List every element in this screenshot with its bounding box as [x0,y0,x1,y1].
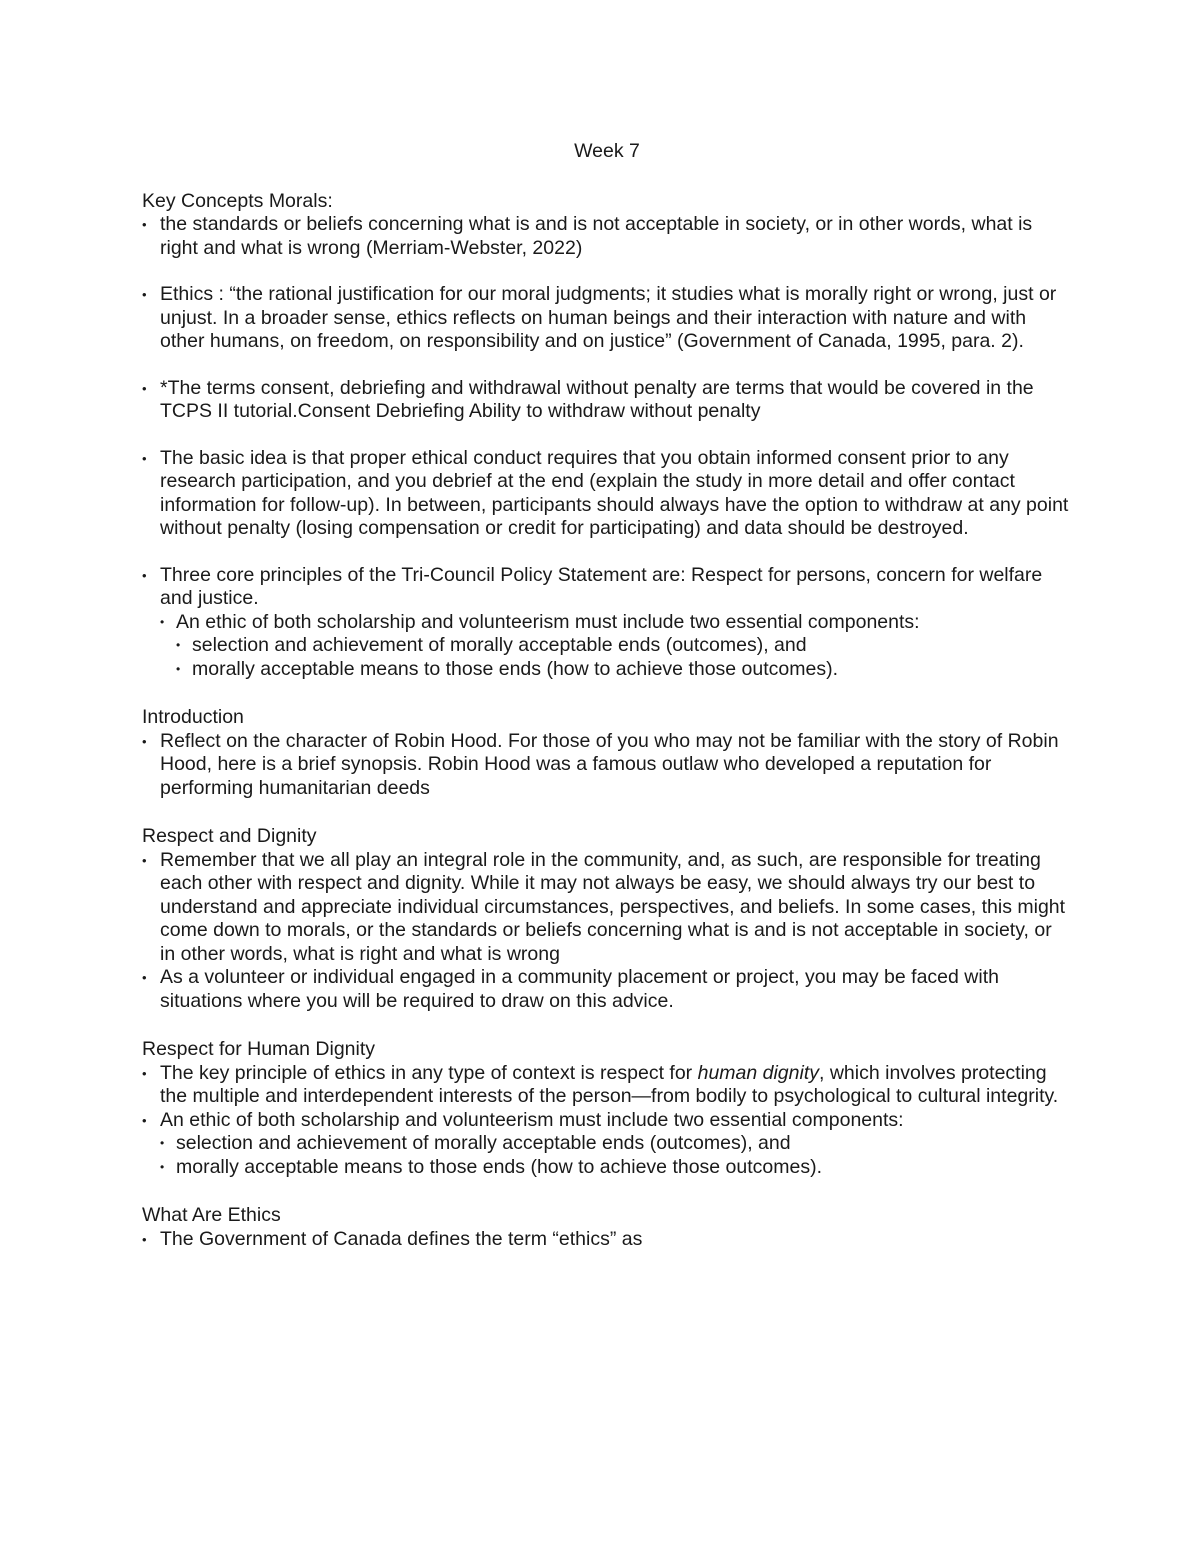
nested-list-item-text: An ethic of both scholarship and volunteerism must include two essential components: [176,610,920,633]
emphasis-text: human dignity [697,1061,820,1084]
nested-list-item: • selection and achievement of morally acceptable ends (outcomes), and [160,1132,1072,1156]
respect-dignity-list [142,849,1072,1014]
list-item-text: An ethic of both scholarship and volunteerism must include two essential components: [160,1108,904,1131]
nested-list [160,1132,1072,1179]
section-introduction [142,706,1072,800]
list-item: • The basic idea is that proper ethical conduct requires that you obtain informed consent prior to any research participation, and you debrief at the end (explain the study in more detail and offer contact information for follow-up). In between, participants should always have the option to withdraw at any point without penalty (losing compensation or credit for participating) and data should be destroyed. [142,447,1072,541]
list-item-text: , which involves protecting the multiple and interdependent interests of the person—from bodily to psychological to cultural integrity. [160,1061,1059,1107]
section-heading-key-concepts: Key Concepts Morals: [142,189,333,212]
what-are-ethics-list [142,1228,1072,1252]
list-item: • the standards or beliefs concerning what is and is not acceptable in society, or in other words, what is right and what is wrong (Merriam-Webster, 2022) [142,213,1072,260]
list-item-text: The key principle of ethics in any type of context is respect for [160,1061,698,1084]
section-heading-what-are-ethics: What Are Ethics [142,1204,281,1226]
list-item [142,1062,1072,1109]
section-heading-respect-human-dignity: Respect for Human Dignity [142,1038,376,1060]
list-item: • *The terms consent, debriefing and withdrawal without penalty are terms that would be covered in the TCPS II tutorial.Consent Debriefing Ability to withdraw without penalty [142,377,1072,424]
nested-sub-list-item: • morally acceptable means to those ends (how to achieve those outcomes). [176,658,1072,682]
list-item: • Remember that we all play an integral role in the community, and, as such, are responsible for treating each other with respect and dignity. While it may not always be easy, we should always try our best to understand and appreciate individual circumstances, perspectives, and beliefs. In some cases, this might come down to morals, or the standards or beliefs concerning what is and is not acceptable in society, or in other words, what is right and what is wrong [142,849,1072,967]
document-title: Week 7 [574,140,640,162]
list-item [142,1109,1072,1180]
nested-sub-list-item: • selection and achievement of morally acceptable ends (outcomes), and [176,634,1072,658]
section-heading-respect-dignity: Respect and Dignity [142,825,317,847]
section-heading-introduction: Introduction [142,706,244,728]
nested-list [160,611,1072,682]
list-item: • Ethics : “the rational justification for our moral judgments; it studies what is morally right or wrong, just or unjust. In a broader sense, ethics reflects on human beings and their interaction with nature and with other humans, on freedom, on responsibility and on justice” (Government of Canada, 1995, para. 2). [142,283,1072,354]
list-item-text: Three core principles of the Tri-Council Policy Statement are: Respect for persons, concern for welfare and justice. [160,563,1043,609]
key-concepts-list [142,213,1072,681]
list-item [142,564,1072,682]
section-respect-dignity [142,825,1072,1013]
introduction-list [142,730,1072,801]
nested-list-item [160,611,1072,682]
nested-list-item: • morally acceptable means to those ends (how to achieve those outcomes). [160,1156,1072,1180]
list-item: • As a volunteer or individual engaged in a community placement or project, you may be faced with situations where you will be required to draw on this advice. [142,966,1072,1013]
list-item: • Reflect on the character of Robin Hood. For those of you who may not be familiar with the story of Robin Hood, here is a brief synopsis. Robin Hood was a famous outlaw who developed a reputation for performing humanitarian deeds [142,730,1072,801]
list-item: • The Government of Canada defines the term “ethics” as [142,1228,1072,1252]
nested-sub-list [176,634,1072,681]
document-page [142,140,1072,1251]
section-what-are-ethics [142,1204,1072,1251]
section-respect-human-dignity [142,1038,1072,1179]
section-key-concepts [142,190,1072,682]
respect-human-dignity-list [142,1062,1072,1180]
